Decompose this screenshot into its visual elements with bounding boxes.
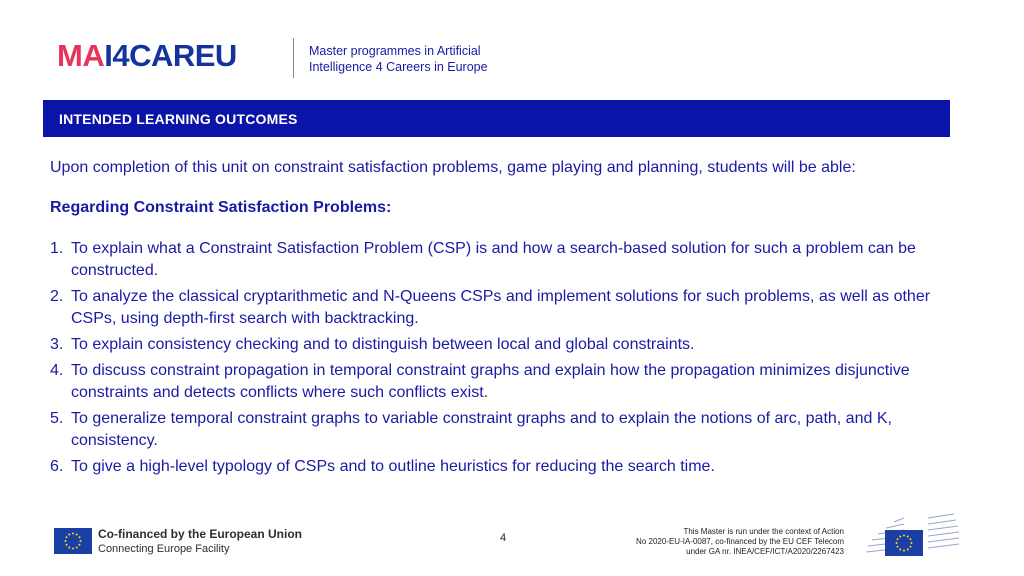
outcome-text: To analyze the classical cryptarithmetic and N-Queens CSPs and implement solutions for such problems, as well as other CSPs, using depth-first search with backtracking. (71, 288, 931, 327)
outcome-number: 1. (50, 240, 64, 257)
tagline-line-1: Master programmes in Artificial (309, 44, 481, 58)
outcomes-list (50, 238, 950, 482)
logo-divider (293, 38, 294, 78)
outcome-item (50, 334, 950, 356)
outcome-item (50, 456, 950, 478)
page-number: 4 (500, 532, 507, 544)
outcome-number: 2. (50, 288, 64, 305)
outcome-number: 6. (50, 458, 64, 475)
footer-note-line-1: This Master is run under the context of Action (683, 527, 844, 536)
european-commission-logo-icon (864, 512, 960, 558)
outcome-text: To explain what a Constraint Satisfaction Problem (CSP) is and how a search-based solution for such a problem can be constructed. (71, 240, 916, 279)
outcome-number: 3. (50, 336, 64, 353)
outcome-number: 4. (50, 362, 64, 379)
tagline (309, 43, 488, 75)
outcome-item (50, 408, 950, 452)
logo-part-eu: EU (194, 38, 237, 73)
outcome-item (50, 286, 950, 330)
outcome-item (50, 238, 950, 282)
outcome-text: To give a high-level typology of CSPs and to outline heuristics for reducing the search time. (71, 458, 715, 475)
outcome-text: To generalize temporal constraint graphs to variable constraint graphs and to explain the notions of arc, path, and K, consistency. (71, 410, 892, 449)
eu-flag-icon (54, 528, 92, 554)
mai4careu-logo (57, 40, 237, 71)
outcome-text: To discuss constraint propagation in temporal constraint graphs and explain how the propagation minimizes disjunctive constraints and detects conflicts where such conflicts exist. (71, 362, 910, 401)
intro-text: Upon completion of this unit on constraint satisfaction problems, game playing and planning, students will be able: (50, 159, 856, 176)
cofinanced-line-1: Co-financed by the European Union (98, 527, 303, 541)
subheading: Regarding Constraint Satisfaction Problems: (50, 199, 392, 216)
cofinanced-label (98, 527, 302, 557)
footer-note-line-2: No 2020-EU-IA-0087, co-financed by the EU CEF Telecom (636, 537, 844, 546)
cofinanced-line-2: Connecting Europe Facility (98, 543, 230, 555)
logo-part-ma: MA (57, 38, 105, 73)
footer-note-line-3: under GA nr. INEA/CEF/ICT/A2020/2267423 (686, 547, 844, 556)
tagline-line-2: Intelligence 4 Careers in Europe (309, 60, 488, 74)
outcome-text: To explain consistency checking and to distinguish between local and global constraints. (71, 336, 695, 353)
banner-title: INTENDED LEARNING OUTCOMES (59, 111, 298, 127)
section-banner (43, 100, 950, 137)
footer-note (584, 527, 844, 557)
outcome-number: 5. (50, 410, 64, 427)
logo-part-i4car: I4CAR (104, 38, 195, 73)
outcome-item (50, 360, 950, 404)
